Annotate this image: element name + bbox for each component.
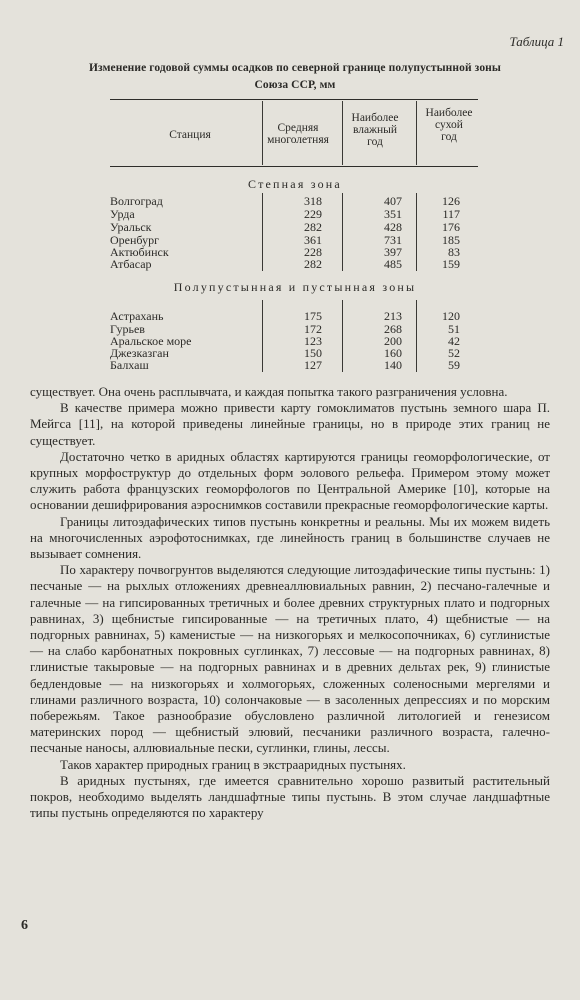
wettest-value: 397 xyxy=(384,245,402,259)
driest-value: 51 xyxy=(448,322,460,336)
header-wettest-line-2: влажный xyxy=(352,124,398,136)
wettest-value: 140 xyxy=(384,358,402,372)
driest-value: 117 xyxy=(442,207,460,221)
body-text xyxy=(30,384,550,821)
header-driest-line-2: сухой xyxy=(435,119,463,131)
table-row xyxy=(0,310,580,323)
mean-value: 282 xyxy=(304,257,322,271)
wettest-value: 485 xyxy=(384,257,402,271)
mean-value: 282 xyxy=(304,220,322,234)
table-row xyxy=(0,195,580,208)
header-divider xyxy=(262,101,263,165)
wettest-value: 731 xyxy=(384,233,402,247)
driest-value: 59 xyxy=(448,358,460,372)
wettest-value: 407 xyxy=(384,194,402,208)
driest-value: 120 xyxy=(442,309,460,323)
mean-value: 127 xyxy=(304,358,322,372)
section-title-steppe: Степная зона xyxy=(248,177,342,191)
paragraph: Границы литоэдафических типов пустынь конкретны и реальны. Мы их можем видеть на многочисленных аэрофотоснимках, где линейность границ в большинстве случаев не вызывает сомнения. xyxy=(30,513,550,562)
header-mean-line-1: Средняя xyxy=(277,122,319,134)
header-station-text: Станция xyxy=(169,129,211,141)
header-divider xyxy=(342,101,343,165)
table-row xyxy=(0,258,580,271)
mean-value: 175 xyxy=(304,309,322,323)
header-wettest-line-3: год xyxy=(367,136,383,148)
table-row xyxy=(0,208,580,221)
mean-value: 123 xyxy=(304,334,322,348)
wettest-value: 268 xyxy=(384,322,402,336)
paragraph: существует. Она очень расплывчата, и каждая попытка такого разграничения условна. xyxy=(30,384,508,399)
page-number: 6 xyxy=(21,918,28,933)
header-station xyxy=(150,129,230,141)
station-name: Балхаш xyxy=(110,358,149,372)
table-label: Таблица 1 xyxy=(509,34,564,49)
paragraph: Достаточно четко в аридных областях картируются границы геоморфологические, от крупных морфоструктур до отдельных форм эолового рельефа. Примером этому может служить работа французских геоморфологов по Центральной Америке [10], которые на основании дешифрирования аэроснимков составили прекрасные геоморфологические карты. xyxy=(30,448,550,513)
station-name: Джезказган xyxy=(110,346,169,360)
driest-value: 83 xyxy=(448,245,460,259)
mean-value: 318 xyxy=(304,194,322,208)
station-name: Астрахань xyxy=(110,309,164,323)
driest-value: 52 xyxy=(448,346,460,360)
station-name: Гурьев xyxy=(110,322,145,336)
mean-value: 229 xyxy=(304,207,322,221)
station-name: Волгоград xyxy=(110,194,163,208)
station-name: Атбасар xyxy=(110,257,152,271)
header-bottom-rule xyxy=(110,166,478,167)
station-name: Аральское море xyxy=(110,334,192,348)
driest-value: 159 xyxy=(442,257,460,271)
table-top-rule xyxy=(110,99,478,100)
station-name: Оренбург xyxy=(110,233,159,247)
section-title-desert: Полупустынная и пустынная зоны xyxy=(173,280,417,294)
table-row xyxy=(0,221,580,234)
driest-value: 176 xyxy=(442,220,460,234)
header-wettest xyxy=(340,112,410,148)
paragraph: По характеру почвогрунтов выделяются следующие литоэдафические типы пустынь: 1) песчаные — на рыхлых отложениях древнеаллювиальных равнин, 2) песчано-галечные и галечные — на гипсированных третичных и более древних структурных плато и подгорных равнинах, 3) щебнистые гипсированные — на третичных плато, 4) щебнистые — на подгорных равнинах, 5) каменистые — на низкогорьях и мелкосопочниках, 6) суглинистые — на слабо карбонатных покровных суглинках, 7) лессовые — на подгорных равнинах, 8) глинистые такыровые — на подгорных равнинах и в древних дельтах рек, 9) глинистые бедлендовые — на низкогорьях и холмогорьях, сложенных соленосными мергелями и глинами различного возраста, 10) солончаковые — в засоленных депрессиях и по морским побережьям. Такое разнообразие обусловлено различной литологией и генезисом материнских пород — щебнистый элювий, песчаники различного возраста, галечно-песчаные наносы, аллювиальные пески, суглинки, глины, лессы. xyxy=(30,562,550,756)
driest-value: 42 xyxy=(448,334,460,348)
header-driest xyxy=(416,107,482,143)
mean-value: 228 xyxy=(304,245,322,259)
mean-value: 172 xyxy=(304,322,322,336)
wettest-value: 428 xyxy=(384,220,402,234)
caption-line-1: Изменение годовой суммы осадков по северной границе полупустынной зоны xyxy=(89,62,501,74)
header-mean xyxy=(258,122,338,146)
header-mean-line-2: многолетняя xyxy=(267,134,329,146)
wettest-value: 351 xyxy=(384,207,402,221)
header-wettest-line-1: Наиболее xyxy=(351,112,399,124)
station-name: Актюбинск xyxy=(110,245,169,259)
driest-value: 126 xyxy=(442,194,460,208)
paragraph: В качестве примера можно привести карту гомоклиматов пустынь земного шара П. Мейгса [11], на которой приведены линейные границы, но в природе этих границ не существует. xyxy=(30,400,550,448)
wettest-value: 200 xyxy=(384,334,402,348)
table-row xyxy=(0,359,580,372)
station-name: Урда xyxy=(110,207,135,221)
station-name: Уральск xyxy=(110,220,152,234)
mean-value: 361 xyxy=(304,233,322,247)
mean-value: 150 xyxy=(304,346,322,360)
wettest-value: 213 xyxy=(384,309,402,323)
paragraph: Таков характер природных границ в экстрааридных пустынях. xyxy=(60,756,406,772)
driest-value: 185 xyxy=(442,233,460,247)
header-driest-line-3: год xyxy=(441,131,457,143)
paragraph: В аридных пустынях, где имеется сравнительно хорошо развитый растительный покров, необходимо выделять ландшафтные типы пустынь. В этом случае ландшафтные типы пустынь определяются по характеру xyxy=(30,772,550,821)
caption-line-2: Союза ССР, мм xyxy=(254,79,336,91)
wettest-value: 160 xyxy=(384,346,402,360)
header-driest-line-1: Наиболее xyxy=(425,107,473,119)
header-divider xyxy=(416,101,417,165)
table-caption xyxy=(40,60,550,94)
